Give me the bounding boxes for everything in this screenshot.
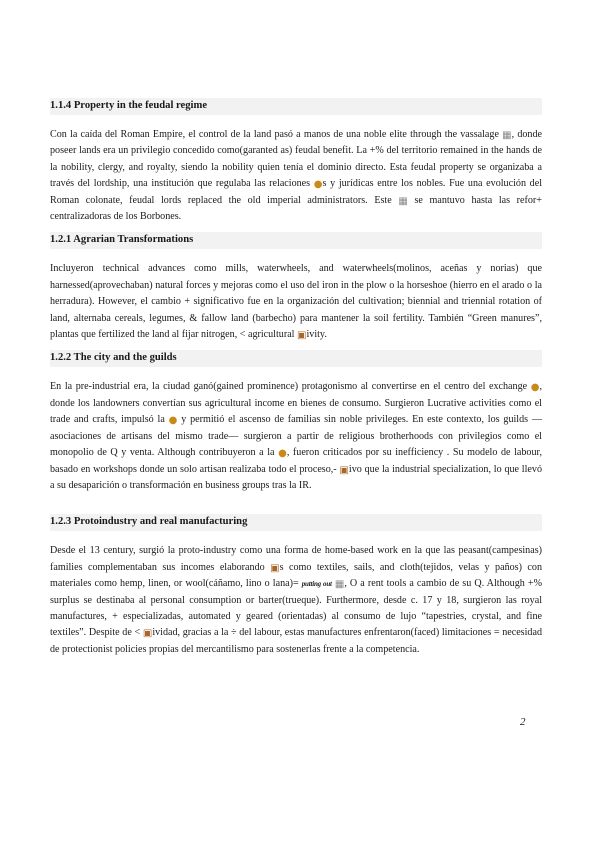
section-heading-1-2-2: 1.2.2 The city and the guilds bbox=[50, 350, 542, 367]
grid-dice-icon: ▦ bbox=[398, 195, 408, 207]
paragraph-protoindustry bbox=[50, 543, 542, 658]
text-run: ivo que la industrial specialization, lo que llevó a su desaparición o transformación en business groups tras la IR. bbox=[50, 463, 542, 491]
paragraph-feudal-property bbox=[50, 127, 542, 225]
money-bag-icon: ● bbox=[313, 179, 323, 191]
paragraph-city-guilds bbox=[50, 379, 542, 494]
page-number: 2 bbox=[520, 716, 526, 728]
text-run: En la pre-industrial era, la ciudad ganó(gained prominence) protagonismo al convertirse en el centro del exchange bbox=[50, 381, 531, 393]
handwritten-annotation: putting out bbox=[301, 580, 332, 589]
text-run: y permitió el ascenso de familias sin noble privileges. En este contexto, los guilds —asociaciones de artisans del mismo trade— surgieron a partir de religious brotherhoods con privilegios como el monopolio de Q y venta. Although contribuyeron a la bbox=[50, 414, 542, 459]
text-run: ivity. bbox=[306, 329, 327, 341]
package-box-icon: ▣ bbox=[142, 628, 153, 640]
money-bag-icon: ● bbox=[168, 415, 178, 427]
package-box-icon: ▣ bbox=[297, 330, 307, 342]
page-content bbox=[50, 98, 542, 658]
package-box-icon: ▣ bbox=[339, 464, 349, 476]
text-run: , donde poseer lands era un privilegio concedido como(garanted as) feudal benefit. La +% del territorio remained in the hands de la nobility, clergy, and royalty, siendo la nobility quien tenía el dominio directo. Esta feudal property se organizaba a través del lordship, una institución que regulaba las relaciones bbox=[50, 129, 542, 190]
text-run: s como textiles, sails, and cloth(tejidos, velas y paños) con materiales como hemp, linen, or wool(cáñamo, lino o lana)= bbox=[50, 561, 542, 590]
grid-dice-icon: ▦ bbox=[502, 130, 512, 141]
money-bag-icon: ● bbox=[530, 382, 540, 394]
text-run: Con la caída del Roman Empire, el control de la land pasó a manos de una noble elite through the vassalage bbox=[50, 129, 503, 140]
package-box-icon: ▣ bbox=[270, 562, 280, 574]
text-run: ividad, gracias a la ÷ del labour, estas manufactures enfrentaron(faced) limitaciones = necesidad de protectionist policies propias del mercantilismo para sostenerlas frente a la competencia. bbox=[50, 627, 542, 655]
section-heading-1-1-4: 1.1.4 Property in the feudal regime bbox=[50, 98, 542, 115]
text-run: Desde el 13 century, surgió la proto-industry como una forma de home-based work en la que las peasant(campesinas) families complementaban sus incomes elaborando bbox=[50, 545, 542, 573]
text-run: Incluyeron technical advances como mills, waterwheels, and waterwheels(molinos, aceñas y norias) que harnessed(aprovechaban) natural forces y mejoras como el uso del iron in the plow o la horseshoe (hierro en el arado o la herradura). However, el cambio + significativo fue en la organización del cultivation; biennial and triennial rotation of land, alternaba cereals, legumes, & fallow land (barbecho) para mantener la soil fertility. También “Green manures”, plantas que fertilized the land al fijar nitrogen, < agricultural bbox=[50, 263, 542, 341]
grid-dice-icon: ▦ bbox=[334, 579, 345, 591]
text-run: , O a rent tools a cambio de su Q. Although +% surplus se destinaba al personal consumption or barter(trueque). Furthermore, desde c. 17 y 18, surgieron las royal manufactures, + especializadas, automated y geared (orientadas) al consumo de lujo “tapestries, crystal, and fine textiles”. Despite de < bbox=[50, 578, 542, 639]
text-run: , donde los landowners convertían sus agricultural income en bienes de consumo. Surgieron Lucrative activities como el trade and crafts, impulsó la bbox=[50, 381, 542, 426]
text-run: s y jurídicas entre los nobles. Fue una evolución del Roman colonate, feudal lords replaced the old imperial administrators. Este bbox=[50, 178, 542, 206]
money-bag-icon: ● bbox=[278, 448, 287, 460]
text-run: , fueron criticados por su inefficiency . Su modelo de labour, basado en workshops donde un solo artisan realizaba todo el proceso,- bbox=[50, 447, 542, 475]
paragraph-agrarian bbox=[50, 261, 542, 343]
section-heading-1-2-3: 1.2.3 Protoindustry and real manufacturing bbox=[50, 514, 542, 531]
text-run: se mantuvo hasta las refor+ centralizadoras de los Borbones. bbox=[50, 194, 542, 223]
section-heading-1-2-1: 1.2.1 Agrarian Transformations bbox=[50, 232, 542, 249]
